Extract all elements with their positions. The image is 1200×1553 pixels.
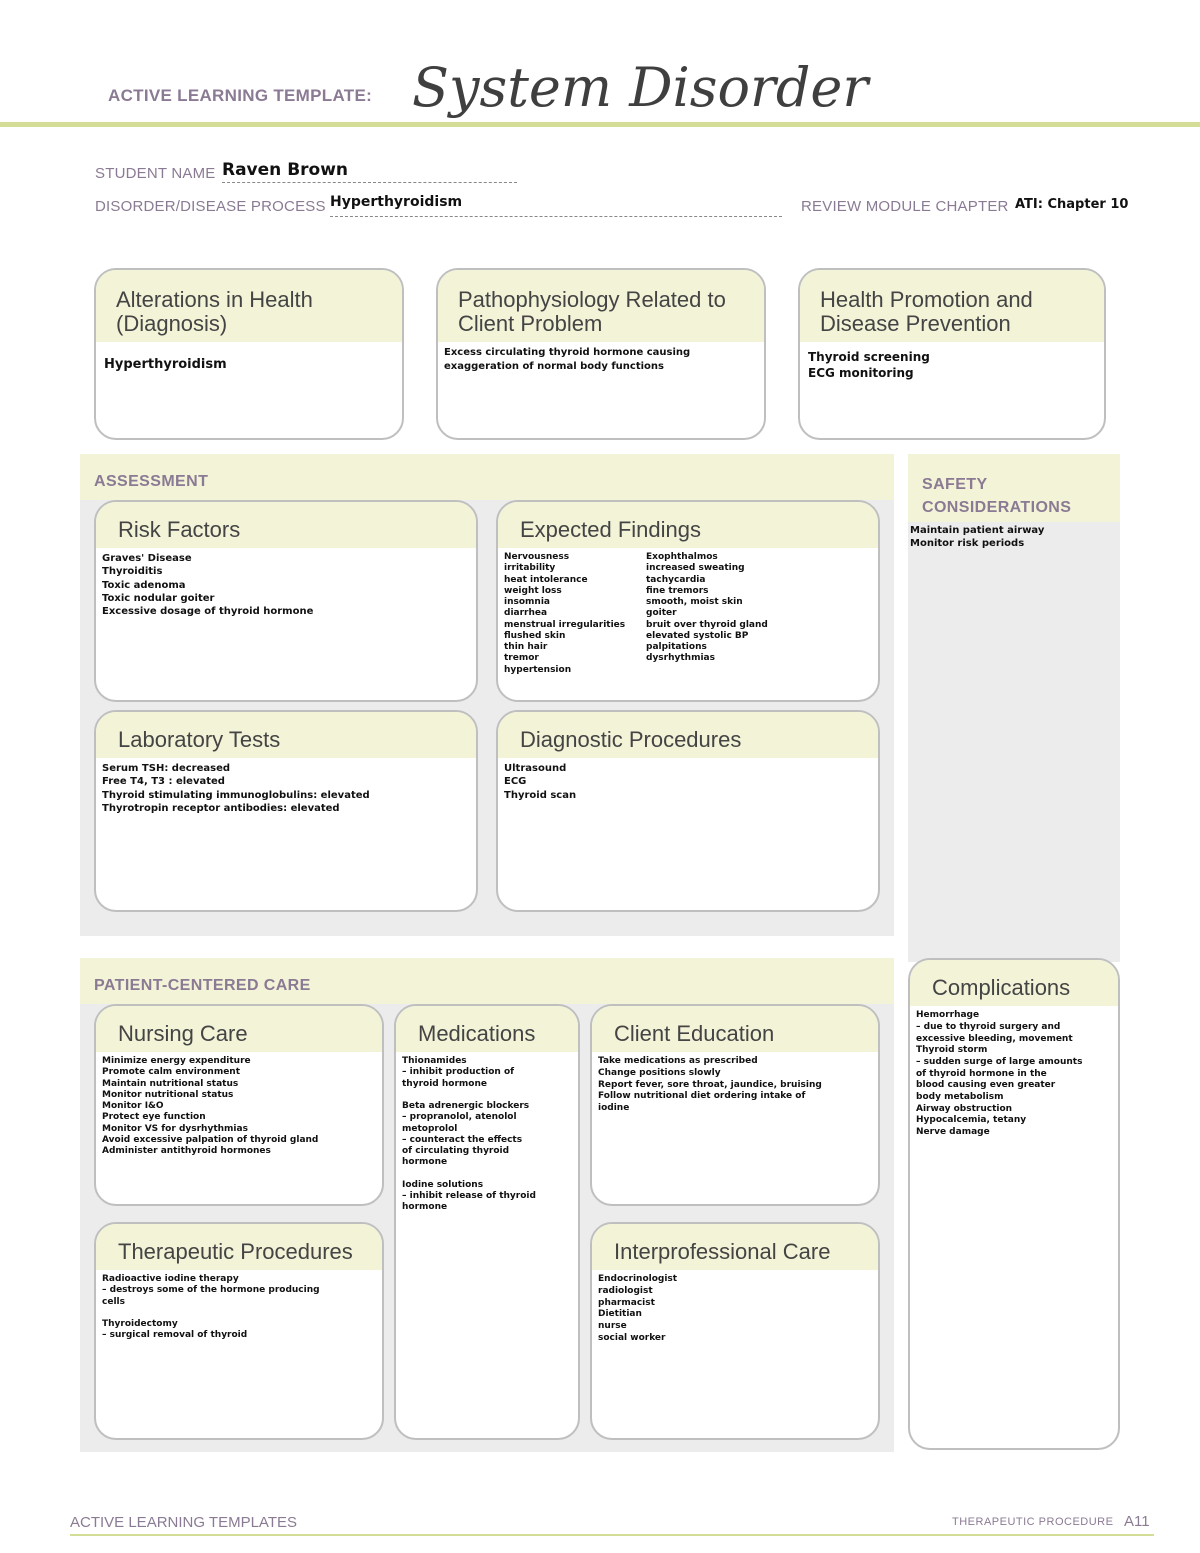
student-name-field[interactable]	[222, 160, 517, 183]
expected-findings-col1[interactable]: Nervousness irritability heat intolerance weight loss insomnia diarrhea menstrual irregularities flushed skin thin hair tremor hypertension	[504, 552, 626, 675]
risk-factors-body[interactable]: Graves' Disease Thyroiditis Toxic adenoma Toxic nodular goiter Excessive dosage of thyroid hormone	[102, 553, 314, 617]
nursing-care-box	[94, 1004, 384, 1206]
disorder-value: Hyperthyroidism	[330, 194, 463, 210]
footer-divider	[70, 1534, 1154, 1536]
expected-findings-title: Expected Findings	[498, 502, 878, 548]
pathophysiology-box	[436, 268, 766, 440]
laboratory-tests-title: Laboratory Tests	[96, 712, 476, 758]
diagnostic-procedures-box	[496, 710, 880, 912]
risk-factors-box	[94, 500, 478, 702]
template-title: System Disorder	[412, 56, 869, 119]
footer-left: ACTIVE LEARNING TEMPLATES	[70, 1514, 297, 1531]
assessment-label: ASSESSMENT	[94, 473, 209, 490]
safety-body[interactable]: Maintain patient airway Monitor risk periods	[910, 525, 1045, 550]
therapeutic-procedures-title: Therapeutic Procedures	[96, 1224, 382, 1270]
interprofessional-care-title: Interprofessional Care	[592, 1224, 878, 1270]
nursing-care-title: Nursing Care	[96, 1006, 382, 1052]
risk-factors-title: Risk Factors	[96, 502, 476, 548]
health-promotion-title: Health Promotion and Disease Prevention	[800, 270, 1104, 342]
disorder-label: DISORDER/DISEASE PROCESS	[95, 198, 326, 215]
complications-box	[908, 958, 1120, 1450]
laboratory-tests-box	[94, 710, 478, 912]
nursing-care-body[interactable]: Minimize energy expenditure Promote calm environment Maintain nutritional status Monitor nutritional status Monitor I&O Protect eye function Monitor VS for dysrhythmias Avoid excessive palpation of thyroid gland Administer antithyroid hormones	[102, 1056, 319, 1157]
medications-box	[394, 1004, 580, 1440]
interprofessional-care-box	[590, 1222, 880, 1440]
health-promotion-box	[798, 268, 1106, 440]
diagnostic-procedures-title: Diagnostic Procedures	[498, 712, 878, 758]
header-divider	[0, 122, 1200, 127]
chapter-value[interactable]: ATI: Chapter 10	[1015, 197, 1129, 212]
therapeutic-procedures-body[interactable]: Radioactive iodine therapy – destroys some of the hormone producing cells Thyroidectomy – surgical removal of thyroid	[102, 1274, 320, 1341]
diagnostic-procedures-body[interactable]: Ultrasound ECG Thyroid scan	[504, 763, 577, 801]
medications-body[interactable]: Thionamides – inhibit production of thyroid hormone Beta adrenergic blockers – propranolol, atenolol metoprolol – counteract the effects of circulating thyroid hormone Iodine solutions – inhibit release of thyroid hormone	[402, 1056, 536, 1213]
alterations-title: Alterations in Health (Diagnosis)	[96, 270, 402, 342]
complications-body[interactable]: Hemorrhage – due to thyroid surgery and excessive bleeding, movement Thyroid storm – sudden surge of large amounts of thyroid hormone in the blood causing even greater body metabolism Airway obstruction Hypocalcemia, tetany Nerve damage	[916, 1010, 1083, 1138]
pathophysiology-body[interactable]: Excess circulating thyroid hormone causing exaggeration of normal body functions	[444, 347, 691, 372]
client-education-title: Client Education	[592, 1006, 878, 1052]
client-education-box	[590, 1004, 880, 1206]
laboratory-tests-body[interactable]: Serum TSH: decreased Free T4, T3 : elevated Thyroid stimulating immunoglobulins: elevated Thyrotropin receptor antibodies: elevated	[102, 763, 370, 814]
student-name-value: Raven Brown	[222, 160, 349, 180]
client-education-body[interactable]: Take medications as prescribed Change positions slowly Report fever, sore throat, jaundice, bruising Follow nutritional diet ordering intake of iodine	[598, 1056, 822, 1113]
template-label: ACTIVE LEARNING TEMPLATE:	[108, 86, 373, 105]
interprofessional-care-body[interactable]: Endocrinologist radiologist pharmacist Dietitian nurse social worker	[598, 1274, 678, 1343]
safety-title: SAFETY CONSIDERATIONS	[922, 476, 1072, 517]
chapter-label: REVIEW MODULE CHAPTER	[801, 198, 1009, 215]
health-promotion-body[interactable]: Thyroid screening ECG monitoring	[808, 350, 930, 381]
student-name-label: STUDENT NAME	[95, 165, 216, 182]
alterations-box	[94, 268, 404, 440]
expected-findings-col2[interactable]: Exophthalmos increased sweating tachycardia fine tremors smooth, moist skin goiter bruit over thyroid gland elevated systolic BP palpitations dysrhythmias	[646, 552, 768, 664]
disorder-field[interactable]	[330, 194, 782, 217]
medications-title: Medications	[396, 1006, 578, 1052]
patient-care-label: PATIENT-CENTERED CARE	[94, 977, 311, 994]
complications-title: Complications	[910, 960, 1118, 1006]
therapeutic-procedures-box	[94, 1222, 384, 1440]
footer-right: THERAPEUTIC PROCEDURE	[952, 1516, 1114, 1528]
alterations-body[interactable]: Hyperthyroidism	[104, 357, 227, 373]
footer-page-number: A11	[1124, 1513, 1150, 1530]
pathophysiology-title: Pathophysiology Related to Client Problem	[438, 270, 764, 342]
expected-findings-box	[496, 500, 880, 702]
